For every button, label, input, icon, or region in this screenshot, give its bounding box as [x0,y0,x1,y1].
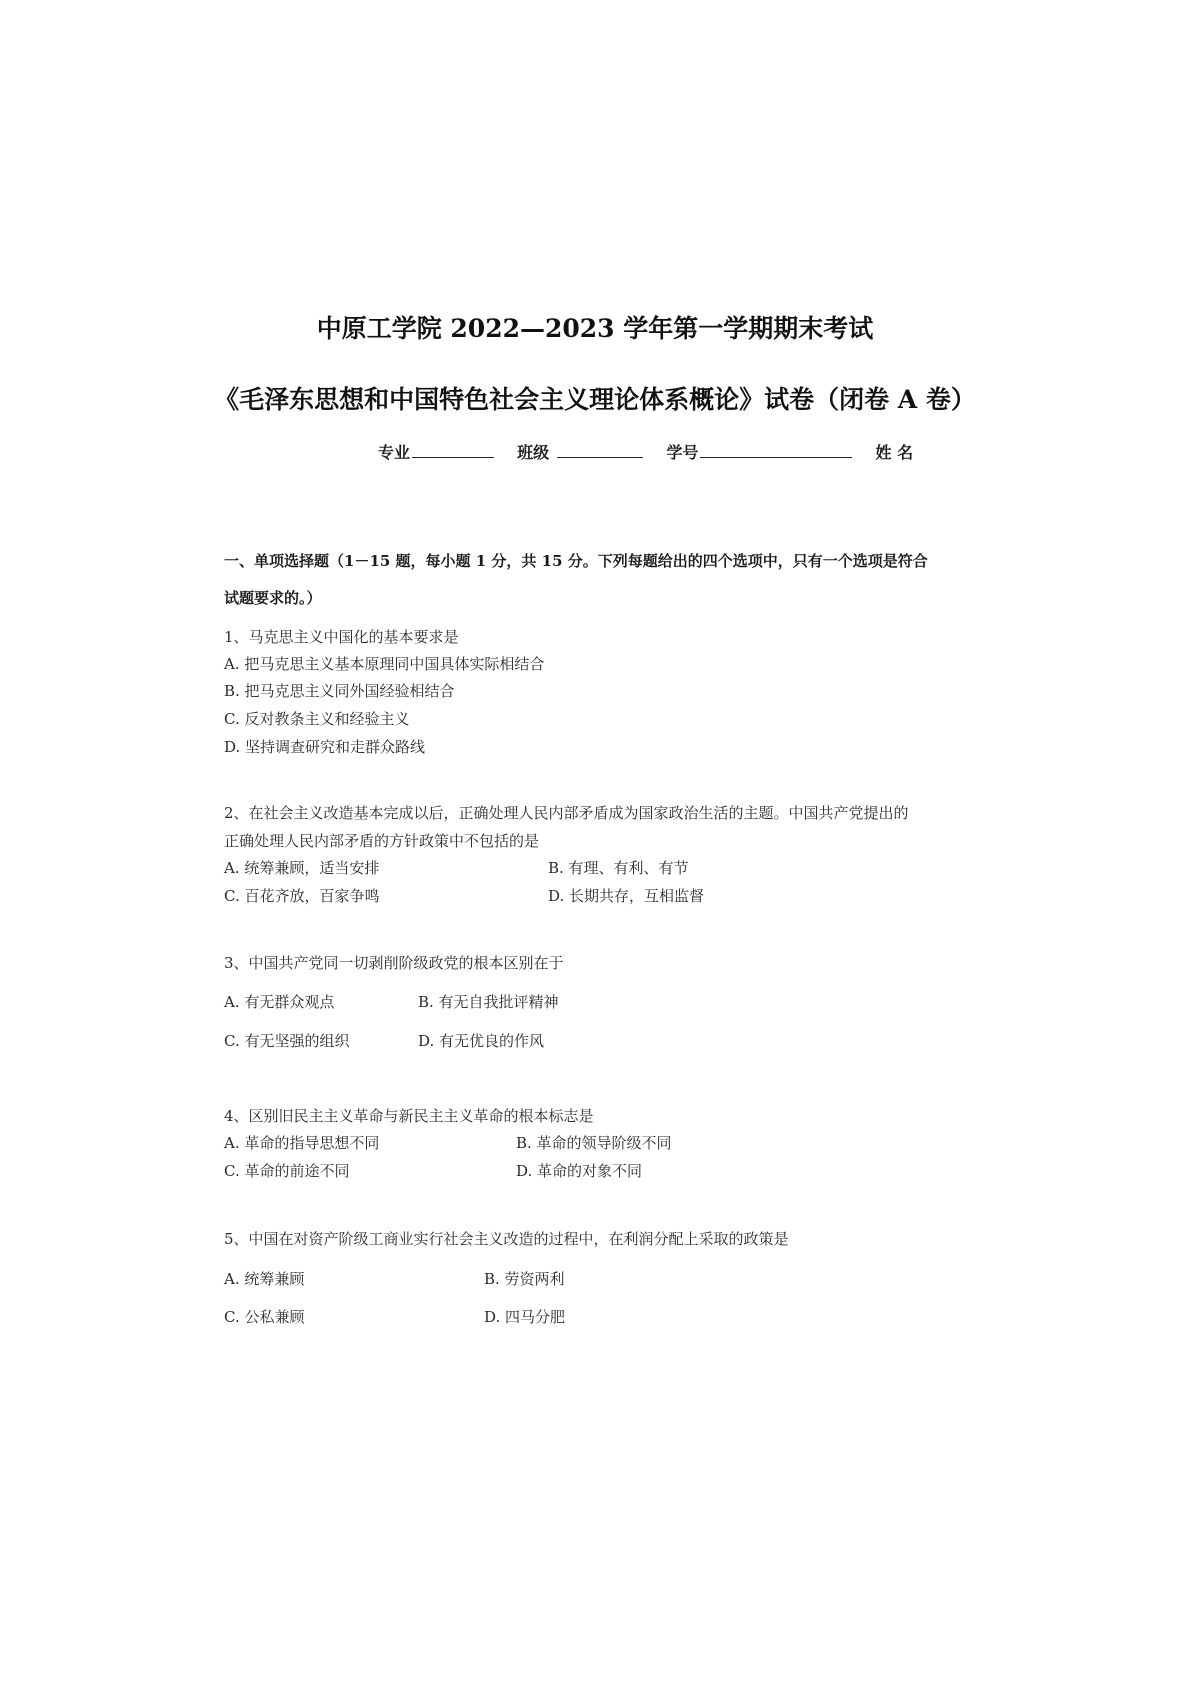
section-heading: 一、单项选择题（1－15 题，每小题 1 分，共 15 分。下列每题给出的四个选项中，只有一个选项是符合 [224,552,928,570]
option-a: A. 革命的指导思想不同 [224,1134,380,1152]
option-d: D. 四马分肥 [484,1308,566,1326]
section-heading-cont: 试题要求的。） [224,589,322,607]
option-a: A. 统筹兼顾，适当安排 [224,859,380,877]
name-label: 姓 名 [875,443,914,462]
option-c: C. 反对教条主义和经验主义 [224,710,410,728]
option-c: C. 公私兼顾 [224,1308,305,1326]
option-b: B. 把马克思主义同外国经验相结合 [224,682,455,700]
class-blank [557,442,643,458]
question-stem: 3、中国共产党同一切剥削阶级政党的根本区别在于 [224,954,564,972]
major-label: 专业 [378,443,411,462]
option-d: D. 坚持调查研究和走群众路线 [224,738,426,756]
option-b: B. 劳资两利 [484,1270,565,1288]
question-stem-cont: 正确处理人民内部矛盾的方针政策中不包括的是 [224,832,540,850]
option-b: B. 革命的领导阶级不同 [516,1134,672,1152]
option-c: C. 革命的前途不同 [224,1162,350,1180]
class-label: 班级 [517,443,550,462]
option-a: A. 把马克思主义基本原理同中国具体实际相结合 [224,655,545,673]
major-blank [412,442,494,458]
option-c: C. 百花齐放，百家争鸣 [224,887,380,905]
question-stem: 2、在社会主义改造基本完成以后，正确处理人民内部矛盾成为国家政治生活的主题。中国共产党提出的 [224,804,909,822]
question-stem: 4、区别旧民主主义革命与新民主主义革命的根本标志是 [224,1107,594,1125]
option-a: A. 统筹兼顾 [224,1270,305,1288]
exam-subtitle: 《毛泽东思想和中国特色社会主义理论体系概论》试卷（闭卷 A 卷） [214,385,976,414]
option-d: D. 有无优良的作风 [418,1032,545,1050]
option-d: D. 长期共存，互相监督 [548,887,705,905]
question-stem: 1、马克思主义中国化的基本要求是 [224,628,459,646]
student-id-label: 学号 [666,443,699,462]
student-id-blank [700,442,852,458]
option-c: C. 有无坚强的组织 [224,1032,350,1050]
option-d: D. 革命的对象不同 [516,1162,643,1180]
exam-title: 中原工学院 2022—2023 学年第一学期期末考试 [316,314,874,343]
option-b: B. 有无自我批评精神 [418,993,559,1011]
question-stem: 5、中国在对资产阶级工商业实行社会主义改造的过程中，在利润分配上采取的政策是 [224,1230,789,1248]
option-a: A. 有无群众观点 [224,993,335,1011]
option-b: B. 有理、有利、有节 [548,859,689,877]
student-info-line [378,440,913,463]
